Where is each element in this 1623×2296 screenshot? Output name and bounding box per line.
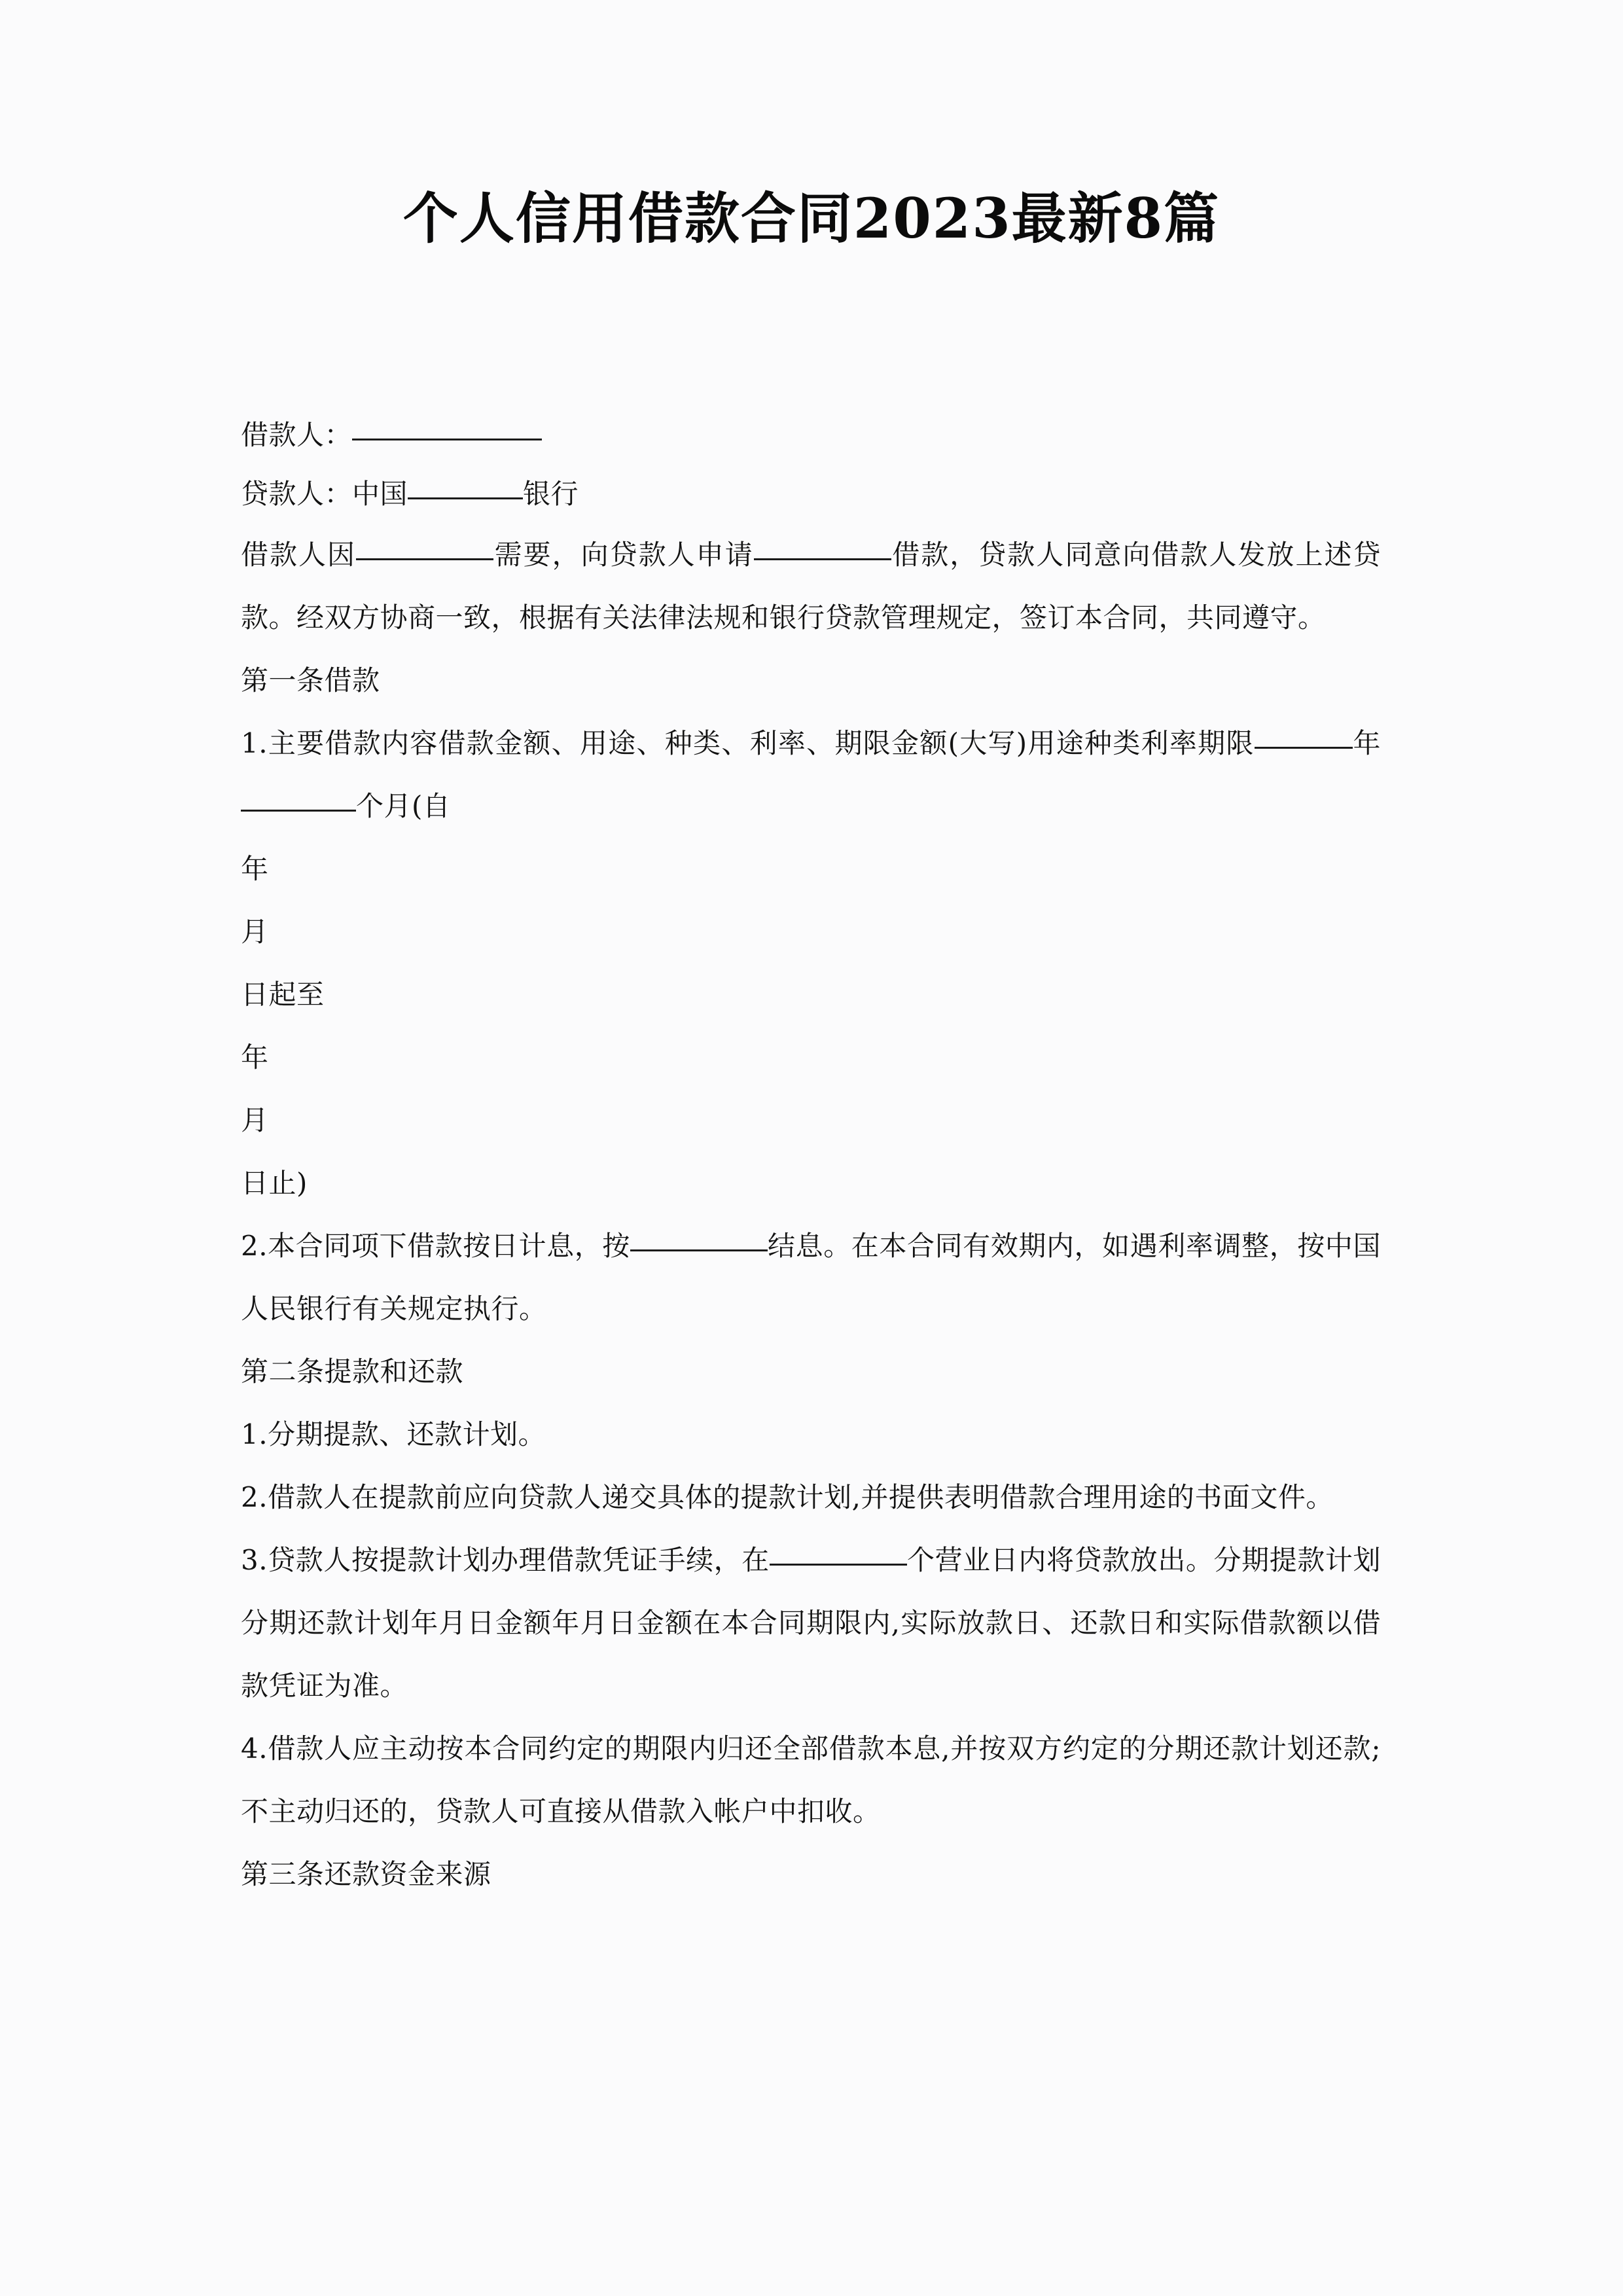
text-run: 第二条提款和还款 xyxy=(241,1355,464,1388)
paragraph-date-month-1 xyxy=(241,901,1381,963)
text-run: 3.贷款人按提款计划办理借款凭证手续，在 xyxy=(241,1544,770,1576)
fill-in-blank[interactable] xyxy=(630,1249,768,1251)
fill-in-blank[interactable] xyxy=(1255,747,1353,749)
paragraph-preamble xyxy=(241,524,1381,649)
paragraph-article-2-item-1 xyxy=(241,1403,1381,1466)
text-run: 2.本合同项下借款按日计息，按 xyxy=(241,1230,630,1262)
text-run: 银行 xyxy=(523,478,579,510)
text-run: 需要，向贷款人申请 xyxy=(493,539,754,571)
text-run: 月 xyxy=(241,1104,269,1136)
paragraph-date-day-1 xyxy=(241,963,1381,1026)
paragraph-article-1-item-2 xyxy=(241,1215,1381,1340)
paragraph-article-1-item-1 xyxy=(241,712,1381,838)
text-run: 借款人因 xyxy=(241,539,357,571)
paragraph-date-year-1 xyxy=(241,838,1381,901)
paragraph-article-2-item-4 xyxy=(241,1717,1381,1843)
paragraph-date-month-2 xyxy=(241,1089,1381,1152)
text-run: 年 xyxy=(241,853,269,885)
text-run: 2.借款人在提款前应向贷款人递交具体的提款计划,并提供表明借款合理用途的书面文件。 xyxy=(241,1481,1334,1513)
text-run: 1.主要借款内容借款金额、用途、种类、利率、期限金额(大写)用途种类利率期限 xyxy=(241,727,1255,759)
text-run: 年 xyxy=(241,1041,269,1073)
fill-in-blank[interactable] xyxy=(352,439,542,440)
paragraph-lender-line xyxy=(241,465,1381,524)
text-run: 日起至 xyxy=(241,978,325,1011)
text-run: 贷款人：中国 xyxy=(241,478,408,510)
document-body xyxy=(241,406,1381,1906)
paragraph-date-year-2 xyxy=(241,1026,1381,1089)
fill-in-blank[interactable] xyxy=(754,558,891,560)
text-run: 日止) xyxy=(241,1167,308,1199)
text-run: 1.分期提款、还款计划。 xyxy=(241,1418,546,1450)
text-run: 第三条还款资金来源 xyxy=(241,1858,491,1890)
paragraph-article-2-item-3 xyxy=(241,1529,1381,1717)
text-run: 借款人： xyxy=(241,419,353,451)
text-run: 年 xyxy=(1352,727,1381,759)
text-run: 结息。在本合同有效期内，如遇利率调整，按中国人民银行有关规定执行。 xyxy=(241,1230,1381,1325)
fill-in-blank[interactable] xyxy=(770,1564,907,1566)
text-run: 个营业日内将贷款放出。分期提款计划分期还款计划年月日金额年月日金额在本合同期限内,实际放款日、还款日和实际借款额以借款凭证为准。 xyxy=(241,1544,1381,1702)
text-run: 借款，贷款人同意向借款人发放上述贷款。经双方协商一致，根据有关法律法规和银行贷款管理规定，签订本合同，共同遵守。 xyxy=(241,539,1381,634)
paragraph-article-2-item-2 xyxy=(241,1466,1381,1529)
text-run: 第一条借款 xyxy=(241,664,380,696)
fill-in-blank[interactable] xyxy=(408,497,523,499)
text-run: 个月(自 xyxy=(356,790,451,822)
paragraph-borrower-line xyxy=(241,406,1381,465)
page-title: 个人信用借款合同2023最新8篇 xyxy=(402,186,1221,251)
paragraph-article-3-heading xyxy=(241,1843,1381,1906)
paragraph-article-2-heading xyxy=(241,1340,1381,1403)
paragraph-article-1-heading xyxy=(241,649,1381,712)
text-run: 月 xyxy=(241,916,269,948)
fill-in-blank[interactable] xyxy=(356,558,493,560)
paragraph-date-day-2 xyxy=(241,1152,1381,1215)
text-run: 4.借款人应主动按本合同约定的期限内归还全部借款本息,并按双方约定的分期还款计划还款;不主动归还的，贷款人可直接从借款入帐户中扣收。 xyxy=(241,1732,1381,1827)
fill-in-blank[interactable] xyxy=(241,810,356,812)
